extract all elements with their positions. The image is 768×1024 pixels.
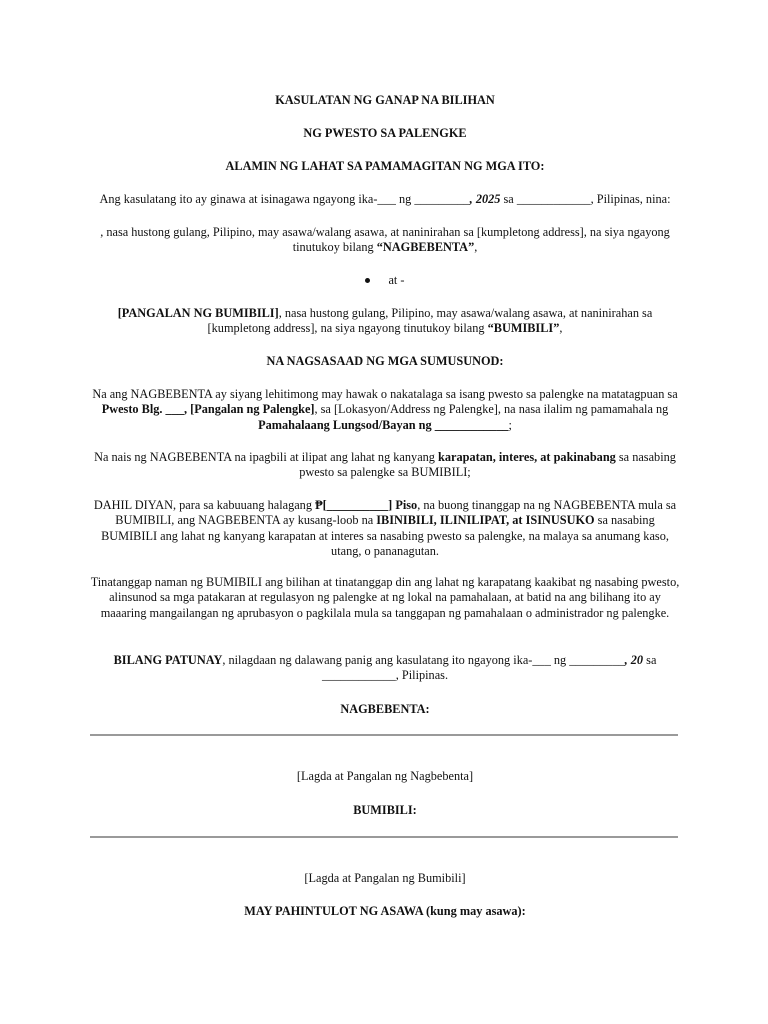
intent-paragraph <box>90 450 680 481</box>
seller-signature-heading: NAGBEBENTA: <box>340 702 430 716</box>
intro-text: Ang kasulatang ito ay ginawa at isinagawa ngayong ika-___ ng _________ <box>99 192 470 206</box>
buyer-signature-heading: BUMIBILI: <box>353 803 417 817</box>
seller-text: , nasa hustong gulang, Pilipino, may asawa/walang asawa, at naninirahan sa [kumpletong address], na siya ngayong tinutukoy bilang <box>100 225 670 255</box>
stall-paragraph <box>90 387 680 433</box>
seller-signature-line <box>90 734 678 736</box>
stall-number: Pwesto Blg. ___, [Pangalan ng Palengke] <box>101 402 315 417</box>
consideration-text-2: , na buong tinanggap na ng NAGBEBENTA mula sa BUMIBILI, ang NAGBEBENTA ay kusang-loob na <box>115 498 677 528</box>
stall-text-1: Na ang NAGBEBENTA ay siyang lehitimong may hawak o nakatalaga sa isang pwesto sa palengke na matatagpuan sa <box>92 387 678 401</box>
spouse-consent-heading: MAY PAHINTULOT NG ASAWA (kung may asawa): <box>244 904 526 918</box>
buyer-term: “BUMIBILI” <box>487 321 560 336</box>
separator-bullet <box>90 273 680 288</box>
section-heading: NA NAGSASAAD NG MGA SUMUSUNOD: <box>266 354 504 368</box>
witness-paragraph <box>90 653 680 684</box>
consideration-paragraph <box>90 498 680 560</box>
seller-signature-caption: [Lagda at Pangalan ng Nagbebenta] <box>296 769 474 783</box>
seller-paragraph <box>90 225 680 256</box>
buyer-signature-caption: [Lagda at Pangalan ng Bumibili] <box>304 871 466 885</box>
consideration-text-1: DAHIL DIYAN, para sa kabuuang halagang <box>93 498 316 512</box>
witness-year: , 20 <box>624 653 644 667</box>
separator-text: at - <box>388 273 405 287</box>
acceptance-paragraph: Tinatanggap naman ng BUMIBILI ang bilihan at tinatanggap din ang lahat ng karapatang kaakibat ng nasabing pwesto, alinsunod sa mga patakaran at regulasyon ng palengke at ng lokal na pamahalaan, at batid na ang bilihang ito ay maaaring mangailangan ng aprubasyon o pagkilala mula sa tanggapan ng pamahalaan o administrador ng palengke. <box>90 575 680 620</box>
consideration-amount: ₱[__________] Piso <box>315 498 418 512</box>
intent-text-1: Na nais ng NAGBEBENTA na ipagbili at ilipat ang lahat ng kanyang <box>94 450 439 464</box>
buyer-end: , <box>559 321 563 336</box>
witness-text-1: , nilagdaan ng dalawang panig ang kasulatang ito ngayong ika-___ ng _________ <box>222 653 625 667</box>
buyer-signature-line <box>90 836 678 838</box>
intent-text-2: sa nasabing pwesto sa palengke sa BUMIBILI; <box>299 450 676 480</box>
witness-text-2: sa ____________, Pilipinas. <box>321 653 657 683</box>
stall-government: Pamahalaang Lungsod/Bayan ng ____________ <box>258 417 509 432</box>
document-title: KASULATAN NG GANAP NA BILIHAN <box>275 93 495 107</box>
bullet-icon <box>365 278 370 283</box>
buyer-name: [PANGALAN NG BUMIBILI] <box>117 306 279 320</box>
buyer-text: , nasa hustong gulang, Pilipino, may asawa/walang asawa, at naninirahan sa [kumpletong address], na siya ngayong tinutukoy bilang <box>207 306 653 336</box>
consideration-transfer: IBINIBILI, ILINILIPAT, at ISINUSUKO <box>376 513 595 528</box>
seller-end: , <box>474 240 478 255</box>
intro-place: sa ____________, Pilipinas, nina: <box>500 192 671 206</box>
seller-term: “NAGBEBENTA” <box>376 240 475 255</box>
intent-rights: karapatan, interes, at pakinabang <box>438 450 616 464</box>
witness-label: BILANG PATUNAY <box>113 653 223 667</box>
intro-paragraph <box>90 192 680 207</box>
buyer-paragraph <box>90 306 680 337</box>
preamble-heading: ALAMIN NG LAHAT SA PAMAMAGITAN NG MGA ITO: <box>225 159 545 173</box>
stall-text-3: ; <box>508 417 512 432</box>
consideration-text-3: sa nasabing BUMIBILI ang lahat ng kanyang karapatan at interes sa nasabing pwesto sa palengke, na malaya sa anumang kaso, utang, o pananagutan. <box>101 513 669 559</box>
intro-year: , 2025 <box>469 192 501 206</box>
stall-text-2: , sa [Lokasyon/Address ng Palengke], na nasa ilalim ng pamamahala ng <box>314 402 669 417</box>
document-subtitle: NG PWESTO SA PALENGKE <box>303 126 467 140</box>
